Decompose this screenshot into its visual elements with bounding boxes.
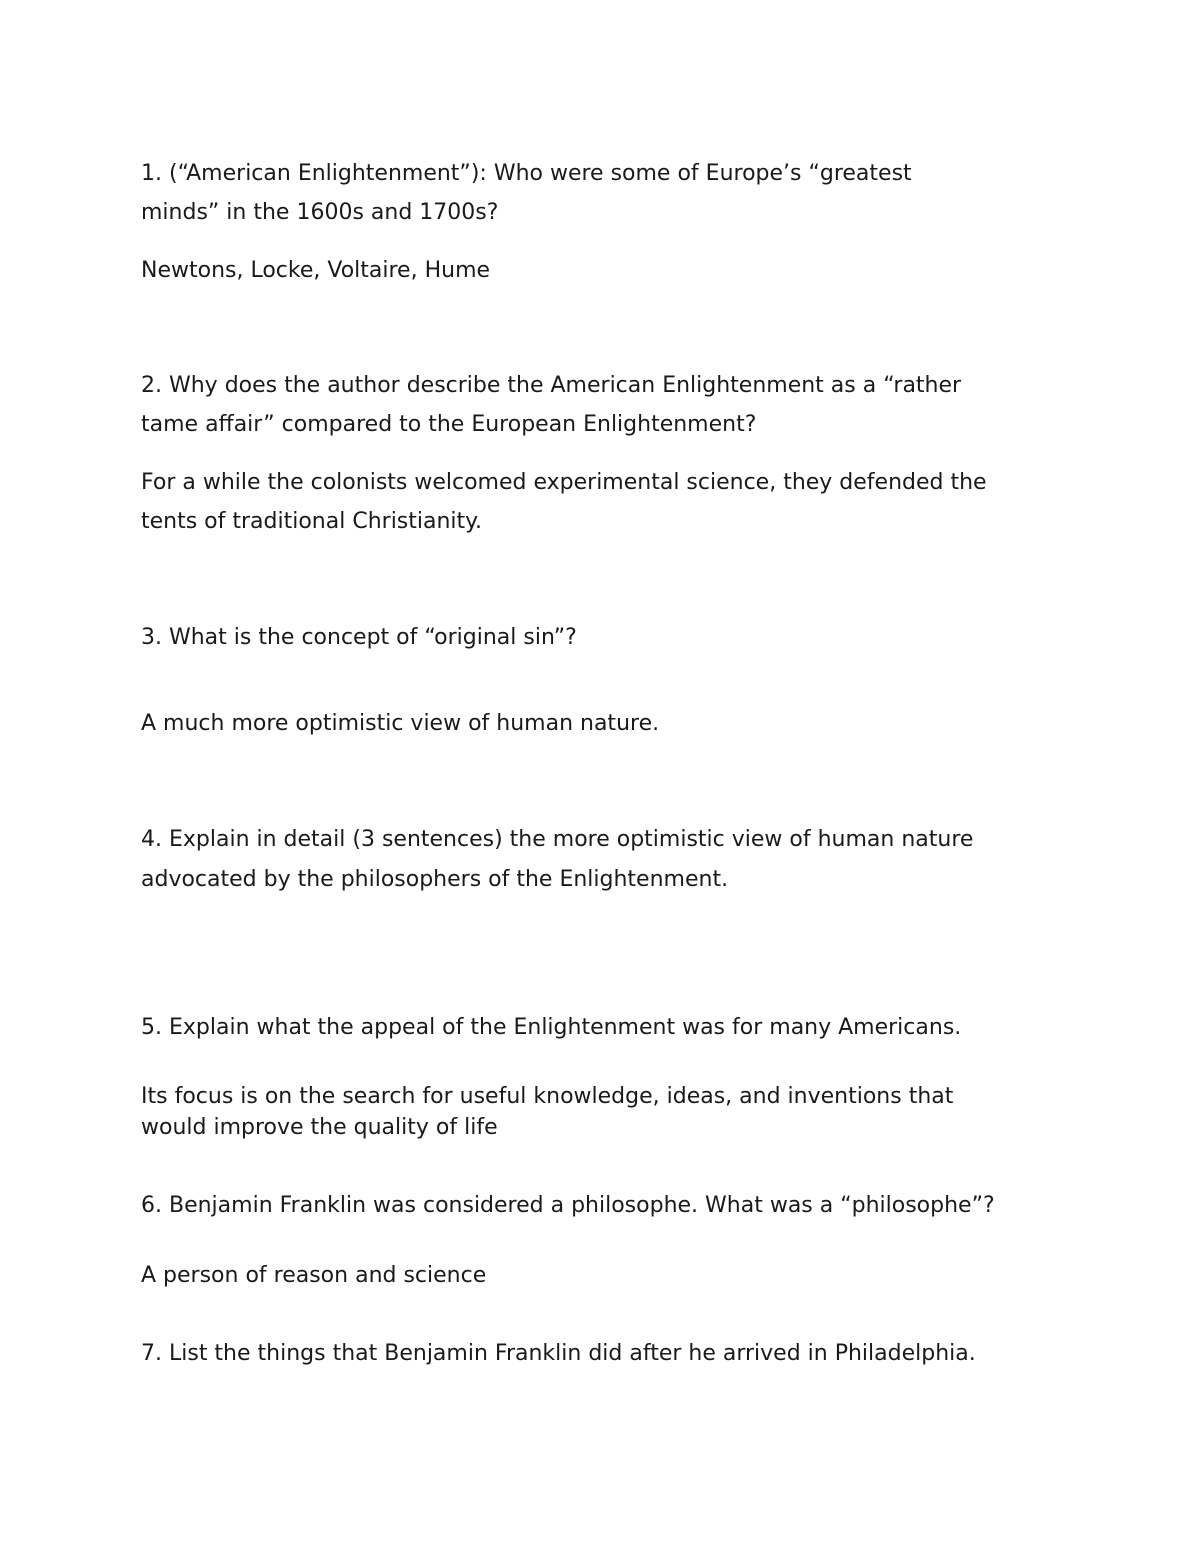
question-1-line-1: 1. (“American Enlightenment”): Who were some of Europe’s “greatest <box>141 161 912 186</box>
answer-3-line-1: A much more optimistic view of human nature. <box>141 711 660 736</box>
answer-6-line-1: A person of reason and science <box>141 1263 487 1288</box>
question-2-line-2: tame affair” compared to the European Enlightenment? <box>141 412 757 437</box>
question-2-line-1: 2. Why does the author describe the American Enlightenment as a “rather <box>141 373 962 398</box>
answer-5-line-1: Its focus is on the search for useful knowledge, ideas, and inventions that <box>141 1084 954 1109</box>
question-4-line-1: 4. Explain in detail (3 sentences) the more optimistic view of human nature <box>141 827 974 852</box>
answer-2-line-1: For a while the colonists welcomed experimental science, they defended the <box>141 470 987 495</box>
question-4-line-2: advocated by the philosophers of the Enlightenment. <box>141 867 729 892</box>
question-5-line-1: 5. Explain what the appeal of the Enlightenment was for many Americans. <box>141 1015 962 1040</box>
answer-5-line-2: would improve the quality of life <box>141 1115 498 1140</box>
answer-1-line-1: Newtons, Locke, Voltaire, Hume <box>141 258 491 283</box>
question-3-line-1: 3. What is the concept of “original sin”? <box>141 625 577 650</box>
question-6-line-1: 6. Benjamin Franklin was considered a philosophe. What was a “philosophe”? <box>141 1193 995 1218</box>
question-1-line-2: minds” in the 1600s and 1700s? <box>141 200 499 225</box>
question-7-line-1: 7. List the things that Benjamin Franklin did after he arrived in Philadelphia. <box>141 1341 976 1366</box>
answer-2-line-2: tents of traditional Christianity. <box>141 509 483 534</box>
